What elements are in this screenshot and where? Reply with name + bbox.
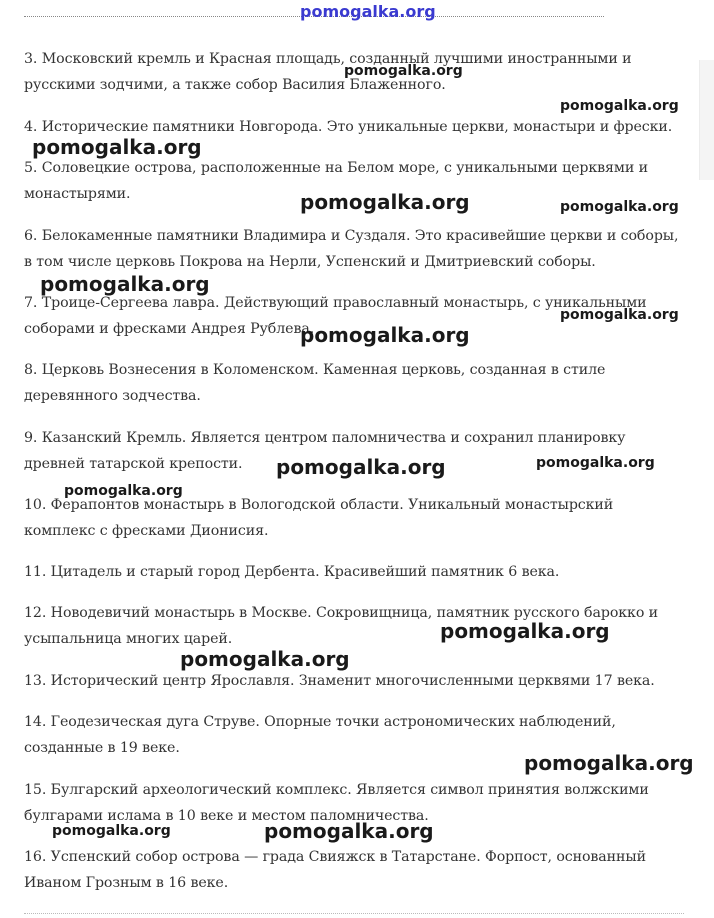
watermark: pomogalka.org <box>52 823 171 839</box>
watermark: pomogalka.org <box>300 323 470 347</box>
watermark: pomogalka.org <box>300 2 436 21</box>
watermark: pomogalka.org <box>560 199 679 215</box>
list-item: 11. Цитадель и старый город Дербента. Красивейший памятник 6 века. <box>24 564 560 580</box>
cropped-text-line-bottom <box>24 908 684 918</box>
watermark: pomogalka.org <box>264 819 434 843</box>
watermark: pomogalka.org <box>560 307 679 323</box>
watermark: pomogalka.org <box>524 751 694 775</box>
list-item: 12. Новодевичий монастырь в Москве. Сокровищница, памятник русского барокко и усыпальница многих царей. <box>24 605 659 647</box>
list-item: 14. Геодезическая дуга Струве. Опорные точки астрономических наблюдений, созданные в 19 веке. <box>24 714 616 756</box>
watermark: pomogalka.org <box>560 98 679 114</box>
watermark: pomogalka.org <box>64 483 183 499</box>
watermark: pomogalka.org <box>300 190 470 214</box>
watermark: pomogalka.org <box>32 135 202 159</box>
list-item: 16. Успенский собор острова — града Свияжск в Татарстане. Форпост, основанный Иваном Грозным в 16 веке. <box>24 849 646 891</box>
list-item: 13. Исторический центр Ярославля. Знаменит многочисленными церквями 17 века. <box>24 673 655 689</box>
list-item: 6. Белокаменные памятники Владимира и Суздаля. Это красивейшие церкви и соборы, в том числе церковь Покрова на Нерли, Успенский и Дмитриевский соборы. <box>24 228 679 270</box>
list-item: 3. Московский кремль и Красная площадь, созданный лучшими иностранными и русскими зодчими, а также собор Василия Блаженного. <box>24 51 632 93</box>
list-item: 10. Ферапонтов монастырь в Вологодской области. Уникальный монастырский комплекс с фресками Дионисия. <box>24 497 614 539</box>
watermark: pomogalka.org <box>344 63 463 79</box>
watermark: pomogalka.org <box>180 647 350 671</box>
list-item: 15. Булгарский археологический комплекс. Является символ принятия волжскими булгарами ислама в 10 веке и местом паломничества. <box>24 782 649 824</box>
watermark: pomogalka.org <box>40 272 210 296</box>
list-item: 4. Исторические памятники Новгорода. Это уникальные церкви, монастыри и фрески. <box>24 119 673 135</box>
list-item: 8. Церковь Вознесения в Коломенском. Каменная церковь, созданная в стиле деревянного зодчества. <box>24 362 606 404</box>
watermark: pomogalka.org <box>440 619 610 643</box>
watermark: pomogalka.org <box>276 455 446 479</box>
scrollbar-edge[interactable] <box>699 60 714 180</box>
list-item: 9. Казанский Кремль. Является центром паломничества и сохранил планировку древней татарской крепости. <box>24 430 626 472</box>
watermark: pomogalka.org <box>536 455 655 471</box>
list-item: 7. Троице-Сергеева лавра. Действующий православный монастырь, с уникальными соборами и фресками Андрея Рублева. <box>24 295 647 337</box>
list-item: 5. Соловецкие острова, расположенные на Белом море, с уникальными церквями и монастырями. <box>24 160 648 202</box>
